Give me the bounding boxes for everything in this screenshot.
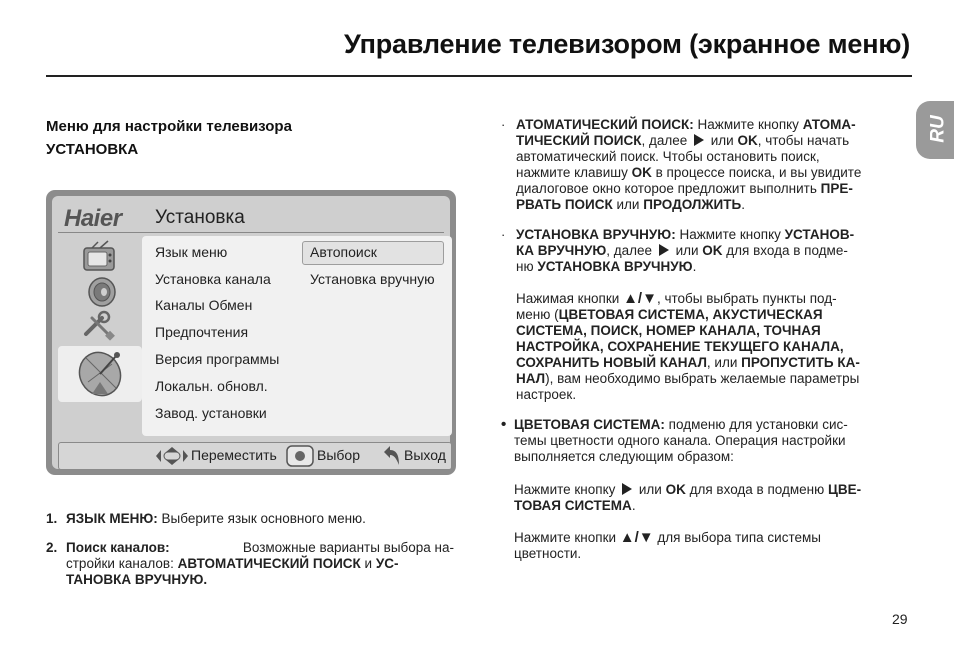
submenu-manual-setup[interactable]: Установка вручную: [310, 271, 435, 287]
bullet-dot: •: [501, 416, 507, 433]
ok-button-icon: [286, 445, 314, 467]
list-item-menu-language: ЯЗЫК МЕНЮ: Выберите язык основного меню.: [66, 511, 366, 526]
up-down-arrows-icon: ▲/▼: [619, 529, 654, 546]
section-heading: Меню для настройки телевизора: [46, 118, 292, 135]
speaker-icon[interactable]: [58, 276, 142, 308]
page-title: Управление телевизором (экранное меню): [344, 29, 910, 59]
tv-menu-divider: [58, 232, 444, 233]
back-arrow-icon: [381, 445, 401, 467]
paragraph-manual-setup: УСТАНОВКА ВРУЧНУЮ: Нажмите кнопку УСТАНОВ- КА ВРУЧНУЮ, далее или OK для входа в подме- ню УСТАНОВКА ВРУЧНУЮ.: [516, 227, 855, 274]
up-down-arrows-icon: ▲/▼: [623, 290, 657, 307]
right-arrow-icon: [622, 483, 632, 495]
list-number: 2.: [46, 540, 58, 555]
paragraph-submenu-options: Нажимая кнопки ▲/▼, чтобы выбрать пункты под- меню (ЦВЕТОВАЯ СИСТЕМА, АКУСТИЧЕСКАЯ СИСТЕМА, ПОИСК, НОМЕР КАНАЛА, ТОЧНАЯ НАСТРОЙКА, СОХРАНЕНИЕ ТЕКУЩЕГО КАНАЛА, СОХРАНИТЬ НОВЫЙ КАНАЛ, или ПРОПУСТИТЬ КА- НАЛ), вам необходимо выбрать желаемые параметры настроек.: [516, 290, 860, 402]
paragraph-auto-search: АТОМАТИЧЕСКИЙ ПОИСК: Нажмите кнопку АТОМА- ТИЧЕСКИЙ ПОИСК, далее или OK, чтобы начать автоматический поиск. Чтобы остановить поиск, нажмите клавишу OK в процессе поиска, и вы увидите диалоговое окно которое предложит выполнить ПРЕ- РВАТЬ ПОИСК или ПРОДОЛЖИТЬ.: [516, 117, 862, 212]
menu-item-language[interactable]: Язык меню: [155, 244, 228, 260]
hint-exit: Выход: [404, 447, 446, 463]
hint-move: Переместить: [191, 447, 277, 463]
list-number: 1.: [46, 511, 58, 526]
menu-item-local-update[interactable]: Локальн. обновл.: [155, 378, 268, 394]
tv-menu-hint-bar: [58, 442, 452, 470]
title-divider: [46, 75, 912, 77]
paragraph-color-system: ЦВЕТОВАЯ СИСТЕМА: подменю для установки сис- темы цветности одного канала. Операция настройки выполняется следующим образом:: [514, 417, 848, 464]
hint-select: Выбор: [317, 447, 360, 463]
menu-item-channel-setup[interactable]: Установка канала: [155, 271, 271, 287]
menu-item-factory-reset[interactable]: Завод. установки: [155, 405, 267, 421]
paragraph-color-system-select: Нажмите кнопки ▲/▼ для выбора типа системы цветности.: [514, 529, 821, 561]
menu-item-preferences[interactable]: Предпочтения: [155, 324, 249, 340]
bullet-dot: ·: [501, 227, 506, 242]
navigate-arrows-icon: [155, 446, 189, 466]
right-arrow-icon: [694, 134, 704, 146]
paragraph-color-system-enter: Нажмите кнопку или OK для входа в подменю ЦВЕ- ТОВАЯ СИСТЕМА.: [514, 482, 862, 513]
tools-icon[interactable]: [58, 310, 142, 342]
tv-menu-icon-column: [58, 236, 142, 416]
tv-icon[interactable]: [58, 240, 142, 272]
bullet-dot: ·: [501, 117, 506, 132]
language-tab-label: RU: [927, 115, 949, 143]
right-arrow-icon: [659, 244, 669, 256]
tv-menu-screenshot: [46, 190, 456, 475]
section-subheading: УСТАНОВКА: [46, 141, 139, 158]
tv-menu-title: Установка: [155, 207, 245, 228]
page-number: 29: [892, 611, 908, 627]
menu-item-software-version[interactable]: Версия программы: [155, 351, 280, 367]
menu-item-channel-swap[interactable]: Каналы Обмен: [155, 297, 253, 313]
satellite-dish-icon[interactable]: [58, 346, 142, 402]
tv-menu-panel: [142, 236, 452, 436]
list-item-channel-search: Поиск каналов: Возможные варианты выбора на- стройки каналов: АВТОМАТИЧЕСКИЙ ПОИСК и УС- ТАНОВКА ВРУЧНУЮ.: [66, 540, 454, 587]
submenu-auto-search[interactable]: Автопоиск: [310, 244, 377, 260]
tv-menu-frame: [52, 196, 450, 469]
language-tab: [916, 101, 954, 159]
brand-logo: Haier: [64, 205, 122, 232]
